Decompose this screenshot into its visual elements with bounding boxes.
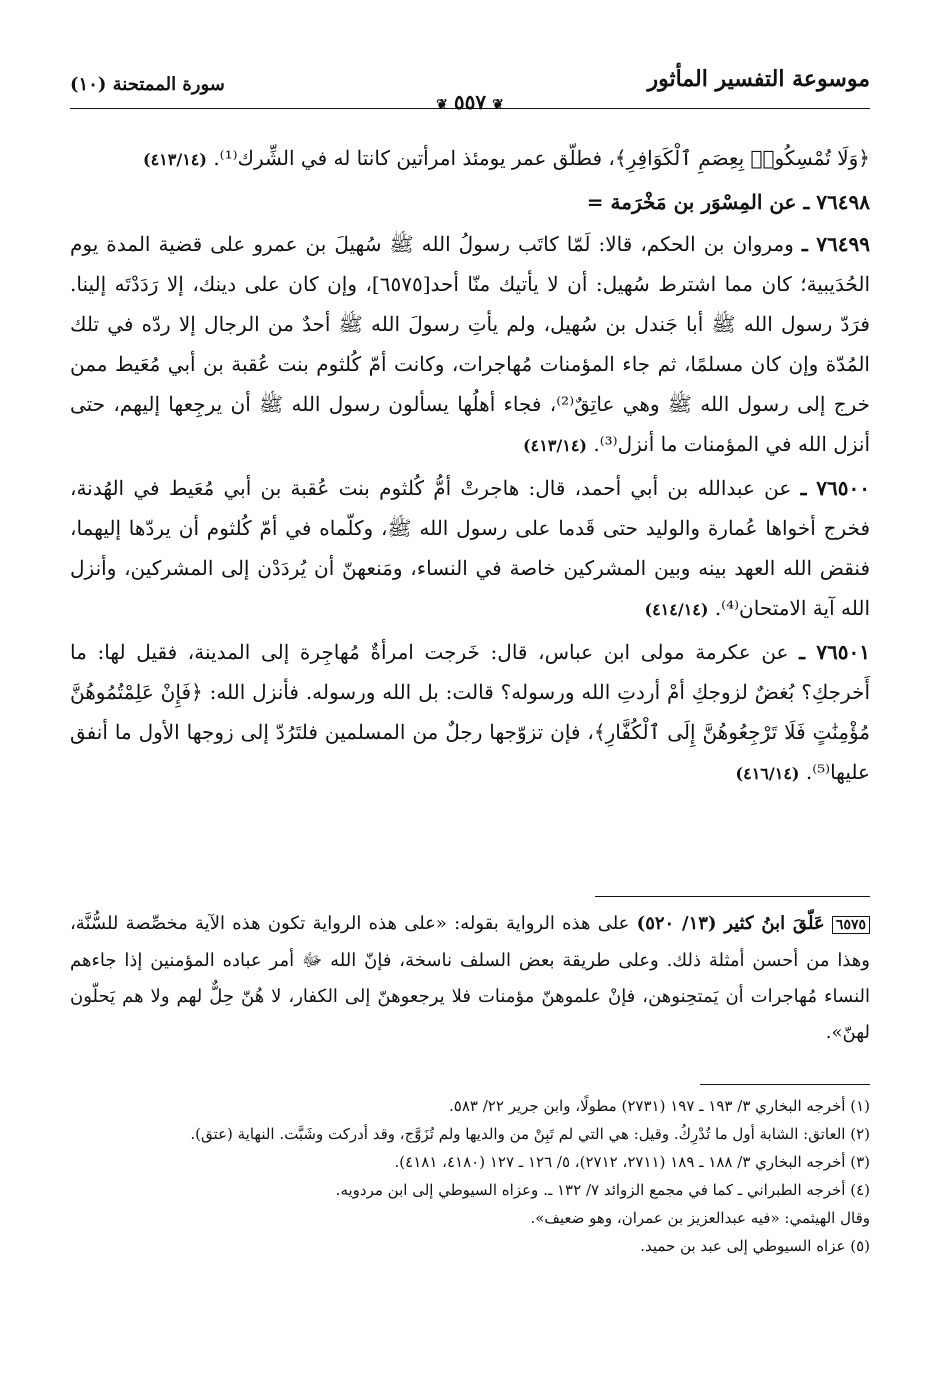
volume-reference: (٤١٤/١٤) bbox=[644, 600, 709, 619]
surah-title: سورة الممتحنة (١٠) bbox=[70, 74, 225, 95]
paragraph bbox=[70, 138, 870, 180]
footnote: (٢) العاتق: الشابة أول ما تُدْرِكُ. وقيل: هي التي لم تَبِنْ من والديها ولم تُزَوَّج، وقد أدركت وشَبَّت. النهاية (عتق). bbox=[190, 1125, 870, 1143]
book-title: موسوعة التفسير المأثور bbox=[647, 66, 870, 92]
paragraph-text: ﴿وَلَا تُمْسِكُوا۟ بِعِصَمِ ٱلْكَوَافِرِ﴾، فطلّق عمر يومئذ امرأتين كانتا له في الشِّرك⁽¹⁾. bbox=[213, 146, 870, 170]
paragraph-text: ومروان بن الحكم، قالا: لَمّا كاتَب رسولُ الله ﷺ سُهيلَ بن عمرو على قضية المدة يوم الحُدَيبية؛ كان مما اشترط سُهيل: أن لا يأتيك منّا أحد[٦٥٧٥]، وإن كان على دينك، إلا رَدَدْتَه إلينا. فرَدّ رسول الله ﷺ أبا جَندل بن سُهيل، ولم يأتِ رسولَ الله ﷺ أحدٌ من الرجال إلا ردّه في تلك المُدّة وإن كان مسلمًا، ثم جاء المؤمنات مُهاجرات، وكانت أمّ كُلثوم بنت عُقبة بن أبي مُعَيط ممن خرج إلى رسول الله ﷺ وهي عاتِقٌ⁽²⁾، فجاء أهلُها يسألون رسول الله ﷺ أن يرجِعها إليهم، حتى أنزل الله في المؤمنات ما أنزل⁽³⁾. bbox=[70, 232, 870, 456]
note-number-box: ٦٥٧٥ bbox=[832, 916, 870, 934]
page-number: ٥٥٧ bbox=[453, 90, 487, 114]
editor-note bbox=[70, 906, 870, 1051]
paragraph bbox=[70, 632, 870, 794]
section-divider bbox=[595, 896, 870, 897]
footnote-divider bbox=[700, 1084, 870, 1085]
paragraph bbox=[70, 182, 870, 222]
paragraph bbox=[70, 224, 870, 466]
paragraph-text: ٧٦٤٩٨ ـ عن المِسْوَر بن مَخْرَمة = bbox=[586, 190, 870, 214]
footnote: (٤) أخرجه الطبراني ـ كما في مجمع الزوائد ٧/ ١٣٢ ـ. وعزاه السيوطي إلى ابن مردويه. bbox=[335, 1181, 870, 1199]
note-text: على هذه الرواية بقوله: «على هذه الرواية تكون هذه الآية مخصِّصة للسُّنَّة، وهذا من أحسن أمثلة ذلك. وعلى طريقة بعض السلف ناسخة، فإنّ الله ﷻ أمر عباده المؤمنين إذا جاءهم النساء مُهاجرات أن يَمتحِنوهن، فإنْ علموهنّ مؤمنات فلا يرجعوهنّ إلى الكفار، لا هُنّ حِلٌّ لهم ولا هم يَحلّون لهنّ». bbox=[70, 913, 871, 1043]
footnote: (٥) عزاه السيوطي إلى عبد بن حميد. bbox=[640, 1237, 870, 1255]
ornament-icon: ❦ bbox=[436, 97, 448, 113]
volume-reference: (٤١٣/١٤) bbox=[523, 436, 587, 455]
volume-reference: (٤١٦/١٤) bbox=[735, 764, 800, 783]
paragraph-text: عن عبدالله بن أبي أحمد، قال: هاجرتْ أمُّ كُلثوم بنت عُقبة بن أبي مُعَيط في الهُدنة، فخرج أخواها عُمارة والوليد حتى قَدما على رسول الله ﷺ، وكلّماه في أمّ كُلثوم أن يردّها إليهما، فنقض الله العهد بينه وبين المشركين خاصة في النساء، ومَنعهنّ أن يُردَدْن إلى المشركين، وأنزل الله آية الامتحان⁽⁴⁾. bbox=[70, 476, 870, 620]
main-text bbox=[70, 138, 870, 796]
paragraph-text: عن عكرمة مولى ابن عباس، قال: خَرجت امرأةٌ مُهاجِرة إلى المدينة، فقيل لها: ما أَخرجكِ؟ بُغضٌ لزوجكِ أمْ أردتِ الله ورسوله؟ قالت: بل الله ورسوله. فأنزل الله: ﴿فَإِنْ عَلِمْتُمُوهُنَّ مُؤْمِنَٰتٍ فَلَا تَرْجِعُوهُنَّ إِلَى ٱلْكُفَّارِ﴾، فإن تزوّجها رجلٌ من المسلمين فلتَرُدّ إلى زوجها الأول ما أنفق عليها⁽⁵⁾. bbox=[70, 640, 870, 784]
editor-note-paragraph bbox=[70, 906, 870, 1051]
header-rule bbox=[70, 108, 870, 109]
footnote: (١) أخرجه البخاري ٣/ ١٩٣ ـ ١٩٧ (٢٧٣١) مطولًا، وابن جرير ٢٢/ ٥٨٣. bbox=[449, 1097, 870, 1115]
hadith-number: ٧٦٥٠١ ـ bbox=[799, 640, 871, 664]
paragraph bbox=[70, 468, 870, 630]
note-lead: عَلّقَ ابنُ كثير (١٣/ ٥٢٠) bbox=[636, 913, 825, 934]
footnote: وقال الهيثمي: «فيه عبدالعزيز بن عمران، وهو ضعيف». bbox=[530, 1209, 870, 1227]
hadith-number: ٧٦٥٠٠ ـ bbox=[800, 476, 870, 500]
hadith-number: ٧٦٤٩٩ ـ bbox=[801, 232, 870, 256]
page-header bbox=[70, 60, 870, 116]
volume-reference: (٤١٣/١٤) bbox=[142, 150, 207, 169]
ornament-icon: ❦ bbox=[492, 97, 504, 113]
footnote: (٣) أخرجه البخاري ٣/ ١٨٨ ـ ١٨٩ (٢٧١١، ٢٧١٢)، ٥/ ١٢٦ ـ ١٢٧ (٤١٨٠، ٤١٨١). bbox=[394, 1153, 870, 1171]
page-number-row bbox=[430, 90, 510, 114]
footnotes bbox=[70, 1092, 870, 1260]
